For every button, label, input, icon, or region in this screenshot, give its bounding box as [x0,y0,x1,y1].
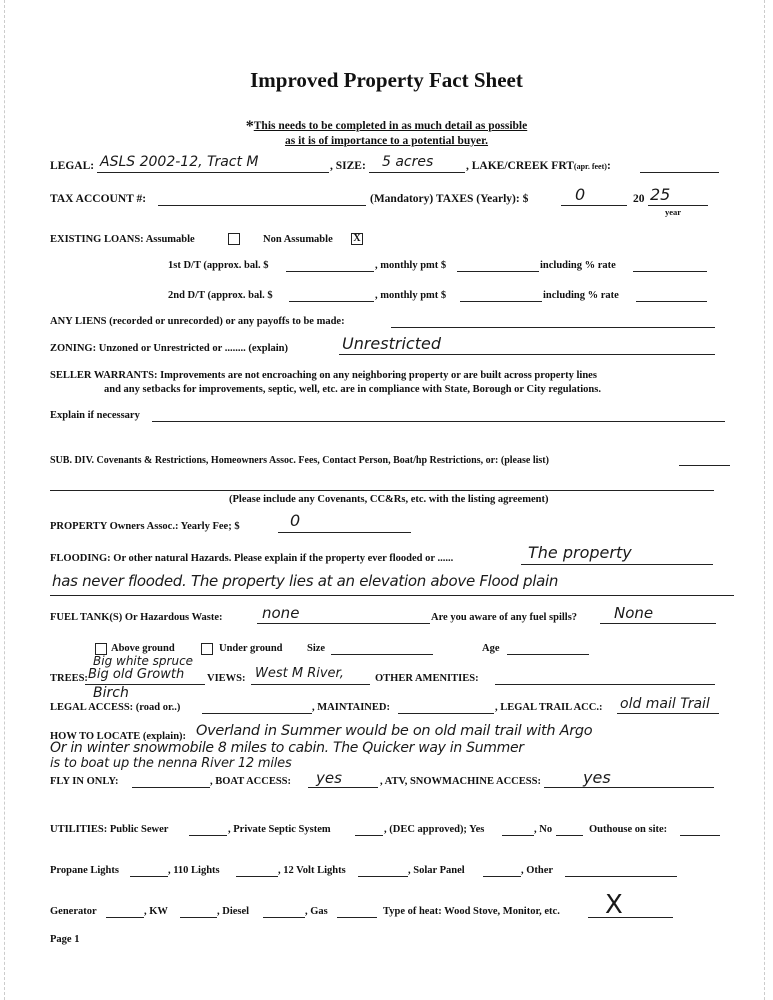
flooding-line-1 [521,564,713,565]
legal-trail-value[interactable]: old mail Trail [620,696,710,712]
under-ground-label: Under ground [219,643,283,654]
other-label: , Other [521,865,554,876]
note-line-1: *This needs to be completed in as much detail as possible [245,118,528,135]
year-prefix: 20 [633,193,645,205]
tax-account-line[interactable] [158,205,366,206]
locate-line-3[interactable]: is to boat up the nenna River 12 miles [50,756,292,771]
subdiv-label: SUB. DIV. Covenants & Restrictions, Homeowners Assoc. Fees, Contact Person, Boat/hp Restrictions, or: (please list) [50,455,549,466]
liens-label: ANY LIENS (recorded or unrecorded) or any payoffs to be made: [50,316,345,327]
atv-line [544,787,714,788]
first-dt-pmt-line[interactable] [457,271,539,272]
size-label: , SIZE: [330,160,366,172]
other-line[interactable] [565,876,677,877]
legal-line [97,172,329,173]
age-label: Age [482,643,500,654]
diesel-line[interactable] [263,917,305,918]
dec-approved-label: , (DEC approved); Yes [384,824,485,835]
lake-sub: (apr. feet) [573,162,607,171]
legal-access-label: LEGAL ACCESS: (road or..) [50,702,181,713]
heat-label: Type of heat: Wood Stove, Monitor, etc. [383,906,560,917]
tax-account-label: TAX ACCOUNT #: [50,193,147,205]
no-label: , No [534,824,553,835]
trees-value[interactable]: Big old Growth [88,667,185,682]
non-assumable-label: Non Assumable [263,234,333,245]
outhouse-label: Outhouse on site: [589,824,668,835]
atv-label: , ATV, SNOWMACHINE ACCESS: [380,776,541,787]
second-dt-rate-label: including % rate [543,290,619,301]
views-label: VIEWS: [207,673,246,684]
first-dt-rate-line[interactable] [633,271,707,272]
birch-note[interactable]: Birch [93,685,129,701]
size2-line[interactable] [331,654,433,655]
explain-line[interactable] [152,421,725,422]
solar-label: , Solar Panel [408,865,465,876]
how-locate-label: HOW TO LOCATE (explain): [50,731,187,742]
lake-label: , LAKE/CREEK FRT(apr. feet): [466,160,611,172]
zoning-label: ZONING: Unzoned or Unrestricted or ........ (explain) [50,343,288,354]
size-line [369,172,465,173]
legal-label: LEGAL: [50,160,95,172]
trees-label: TREES: [50,673,88,684]
second-dt-bal-line[interactable] [289,301,374,302]
gas-label: , Gas [305,906,328,917]
second-dt-pmt-label: , monthly pmt $ [375,290,447,301]
above-ground-label: Above ground [111,643,175,654]
existing-loans-label: EXISTING LOANS: Assumable [50,234,195,245]
subdiv-line-2[interactable] [50,490,714,491]
flooding-value-1[interactable]: The property [528,543,632,562]
public-sewer-line[interactable] [189,835,227,836]
locate-line-2[interactable]: Or in winter snowmobile 8 miles to cabin. The Quicker way in Summer [50,740,524,756]
heat-value[interactable]: X [605,890,623,920]
legal-trail-label: , LEGAL TRAIL ACC.: [495,702,603,713]
volt12-label: , 12 Volt Lights [278,865,346,876]
assoc-label: PROPERTY Owners Assoc.: Yearly Fee; $ [50,521,240,532]
legal-trail-line [617,713,719,714]
under-ground-checkbox[interactable] [201,643,213,655]
first-dt-pmt-label: , monthly pmt $ [375,260,447,271]
generator-line[interactable] [106,917,144,918]
spills-line [600,623,716,624]
yes-line[interactable] [502,835,534,836]
page-title: Improved Property Fact Sheet [250,68,523,92]
fly-in-label: FLY IN ONLY: [50,776,119,787]
trees-note[interactable]: Big white spruce [93,654,194,668]
boat-access-line [308,787,378,788]
first-dt-label: 1st D/T (approx. bal. $ [168,260,269,271]
fuel-label: FUEL TANK(S) Or Hazardous Waste: [50,612,223,623]
heat-line [588,917,673,918]
year-line [648,205,708,206]
boat-access-label: , BOAT ACCESS: [210,776,292,787]
fuel-value[interactable]: none [262,604,300,622]
first-dt-bal-line[interactable] [286,271,374,272]
note-line-2: as it is of importance to a potential buyer. [284,135,489,147]
fuel-line [257,623,430,624]
taxes-line [561,205,627,206]
lights110-label: , 110 Lights [168,865,220,876]
flooding-label: FLOODING: Or other natural Hazards. Please explain if the property ever flooded or ...... [50,553,454,564]
page-number: Page 1 [50,934,80,945]
scan-edge-right [764,0,767,1000]
boat-value[interactable]: yes [316,769,342,787]
legal-access-line[interactable] [202,713,312,714]
mandatory-label: (Mandatory) TAXES (Yearly): $ [370,193,529,205]
second-dt-rate-line[interactable] [636,301,707,302]
legal-value[interactable]: ASLS 2002-12, Tract M [100,154,259,170]
no-line[interactable] [556,835,583,836]
first-dt-rate-label: including % rate [540,260,616,271]
locate-line-1[interactable]: Overland in Summer would be on old mail trail with Argo [196,723,593,739]
maintained-label: , MAINTAINED: [312,702,390,713]
liens-line[interactable] [391,327,715,328]
kw-line[interactable] [180,917,217,918]
solar-line[interactable] [483,876,521,877]
scan-edge-left [4,0,7,1000]
other-amenities-label: OTHER AMENITIES: [375,673,479,684]
lights110-line[interactable] [236,876,278,877]
views-value[interactable]: West M River, [255,666,344,681]
zoning-line [339,354,715,355]
other-amenities-line[interactable] [495,684,715,685]
private-septic-label: , Private Septic System [228,824,331,835]
second-dt-pmt-line[interactable] [460,301,542,302]
propane-label: Propane Lights [50,865,119,876]
seller-warrants-line-2: and any setbacks for improvements, septic, well, etc. are in compliance with State, Borough or City regulations. [104,384,601,395]
assoc-line [278,532,411,533]
gas-line[interactable] [337,917,377,918]
assoc-value[interactable]: 0 [290,511,301,530]
kw-label: , KW [144,906,168,917]
year-caption: year [665,207,682,217]
flooding-value-2[interactable]: has never flooded. The property lies at an elevation above Flood plain [52,572,559,590]
age-line[interactable] [507,654,589,655]
year-value[interactable]: 25 [650,185,671,204]
size2-label: Size [307,643,326,654]
second-dt-label: 2nd D/T (approx. bal. $ [168,290,273,301]
maintained-line[interactable] [398,713,494,714]
spills-label: Are you aware of any fuel spills? [431,612,578,623]
zoning-value[interactable]: Unrestricted [342,334,441,353]
atv-value[interactable]: yes [583,768,611,787]
size-value[interactable]: 5 acres [382,154,434,170]
flooding-line-2 [50,595,734,596]
assumable-checkbox[interactable] [228,233,240,245]
views-line [251,684,370,685]
generator-label: Generator [50,906,97,917]
propane-line[interactable] [130,876,168,877]
non-assumable-checkbox[interactable]: X [351,233,363,245]
include-covenants: (Please include any Covenants, CC&Rs, etc. with the listing agreement) [229,494,549,505]
note-star: * [245,118,254,135]
seller-warrants-line-1: SELLER WARRANTS: Improvements are not encroaching on any neighboring property or are built across property lines [50,370,597,381]
subdiv-line-1[interactable] [679,465,730,466]
explain-label: Explain if necessary [50,410,140,421]
outhouse-line[interactable] [680,835,720,836]
volt12-line[interactable] [358,876,408,877]
fly-in-line[interactable] [132,787,210,788]
private-septic-line[interactable] [355,835,383,836]
taxes-value[interactable]: 0 [575,185,586,204]
spills-value[interactable]: None [614,604,654,622]
lake-line[interactable] [640,172,719,173]
utilities-label: UTILITIES: Public Sewer [50,824,169,835]
diesel-label: , Diesel [217,906,250,917]
